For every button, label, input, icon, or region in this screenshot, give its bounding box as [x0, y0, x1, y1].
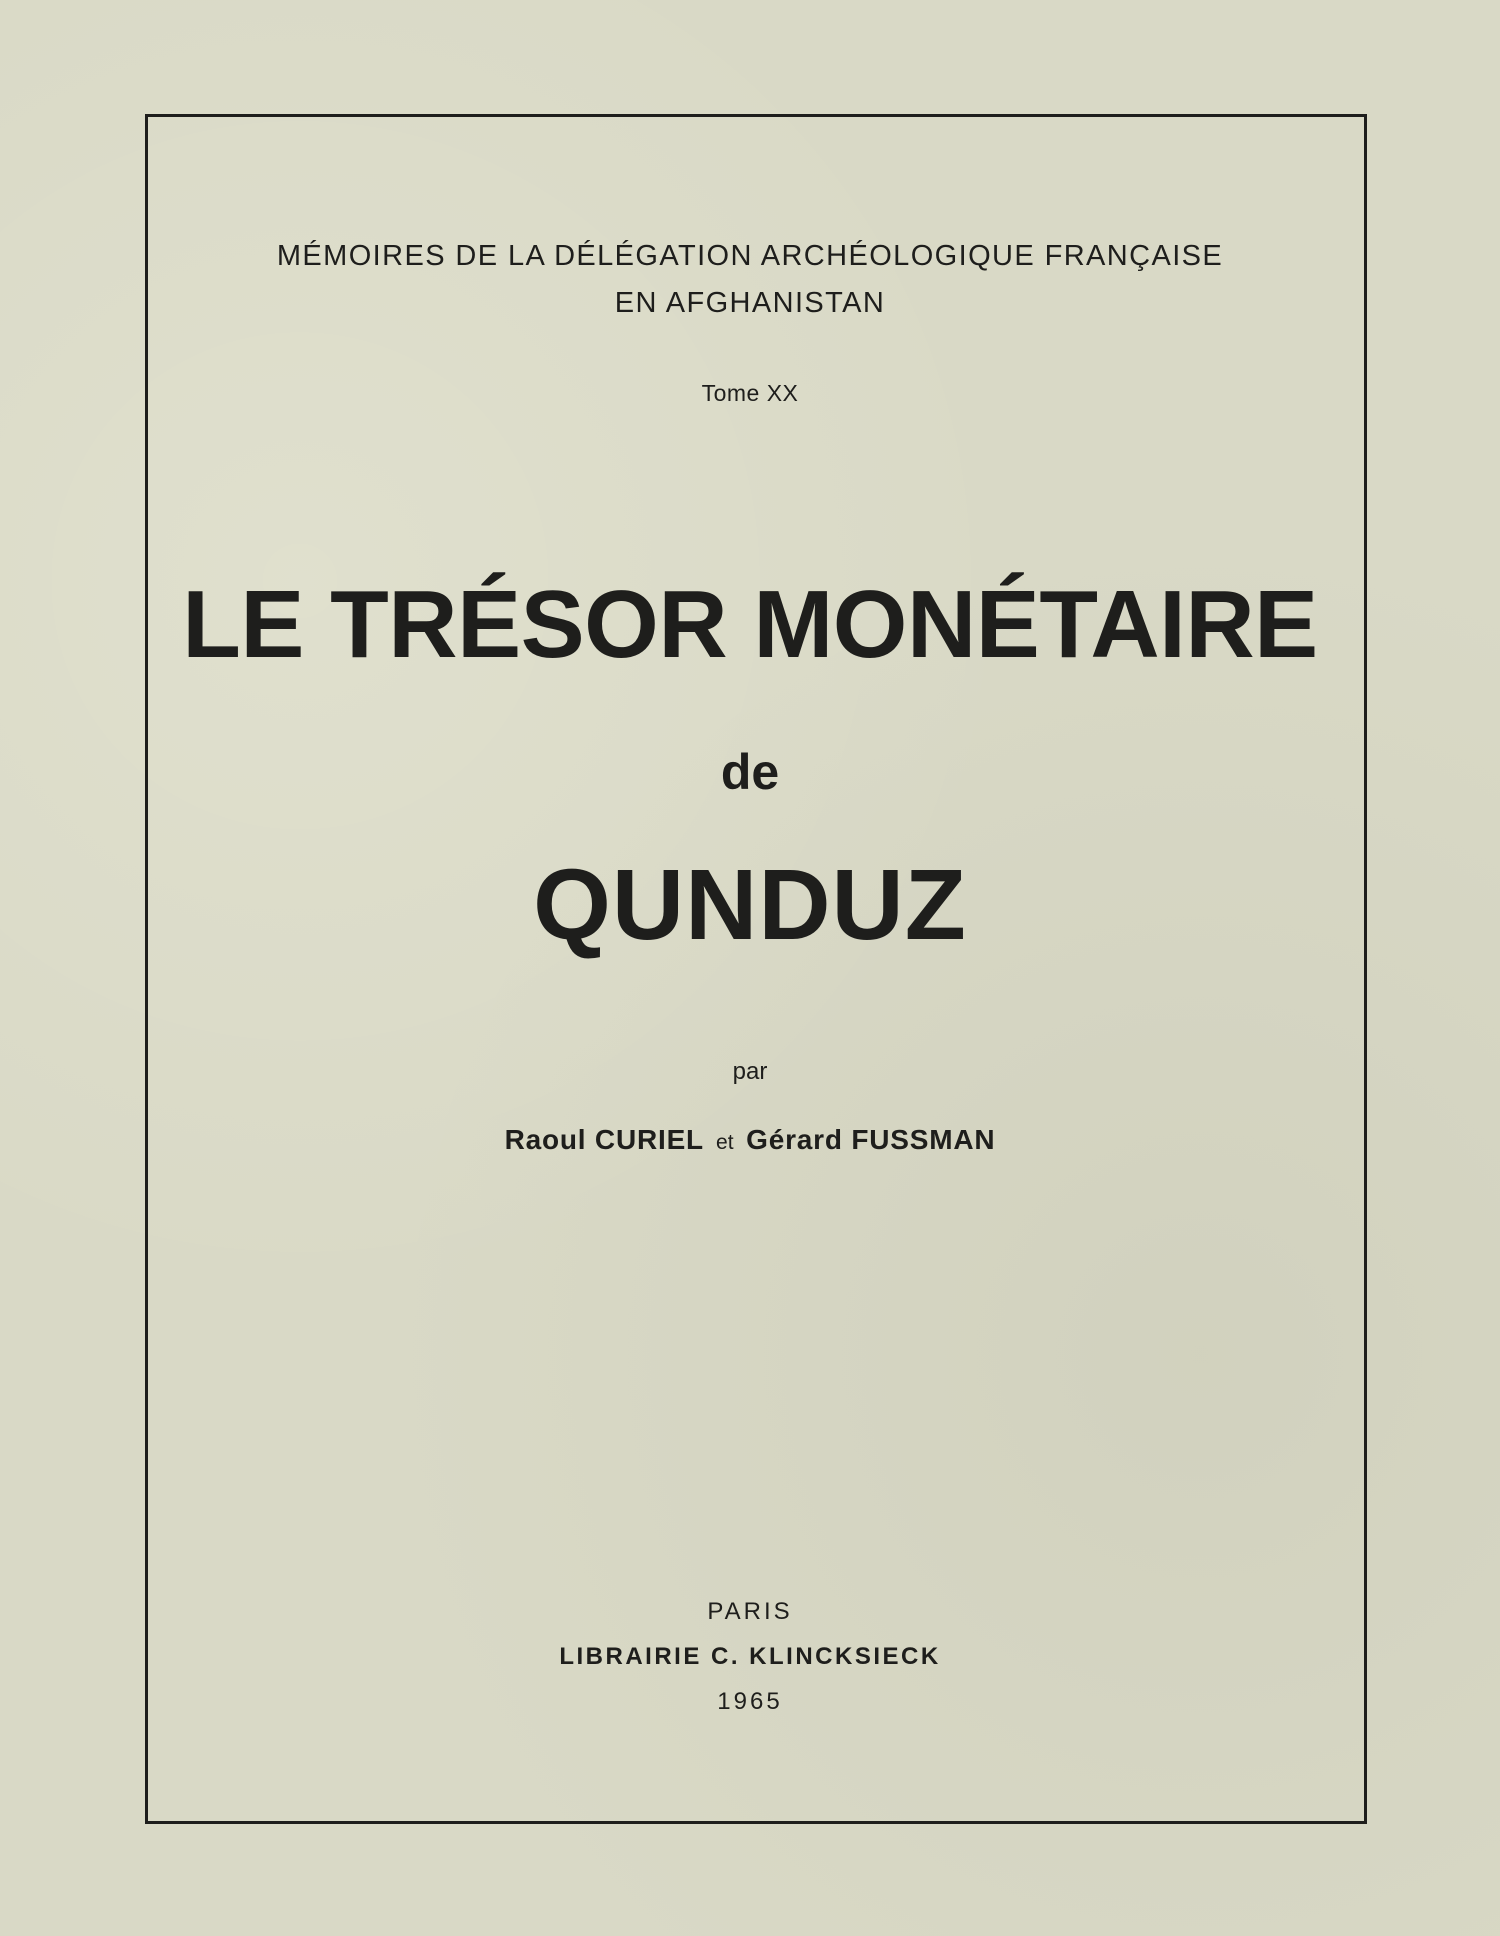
- series-title-line-1: MÉMOIRES DE LA DÉLÉGATION ARCHÉOLOGIQUE FRANÇAISE: [276, 240, 1224, 272]
- title-connector: de: [720, 744, 780, 800]
- publisher-city: PARIS: [707, 1598, 793, 1625]
- byline-par: par: [732, 1058, 768, 1085]
- author-conjunction: et: [716, 1131, 734, 1154]
- series-title-line-2: EN AFGHANISTAN: [614, 287, 886, 319]
- publisher-name: LIBRAIRIE C. KLINCKSIECK: [559, 1643, 941, 1670]
- authors: [0, 1124, 1500, 1156]
- title-page-border: [145, 114, 1367, 1824]
- title-place-name: QUNDUZ: [533, 849, 967, 961]
- author-2: Gérard FUSSMAN: [746, 1124, 996, 1155]
- publication-year: 1965: [717, 1688, 783, 1715]
- volume-number: Tome XX: [701, 380, 799, 406]
- author-1: Raoul CURIEL: [504, 1124, 704, 1155]
- book-title: LE TRÉSOR MONÉTAIRE: [182, 571, 1318, 678]
